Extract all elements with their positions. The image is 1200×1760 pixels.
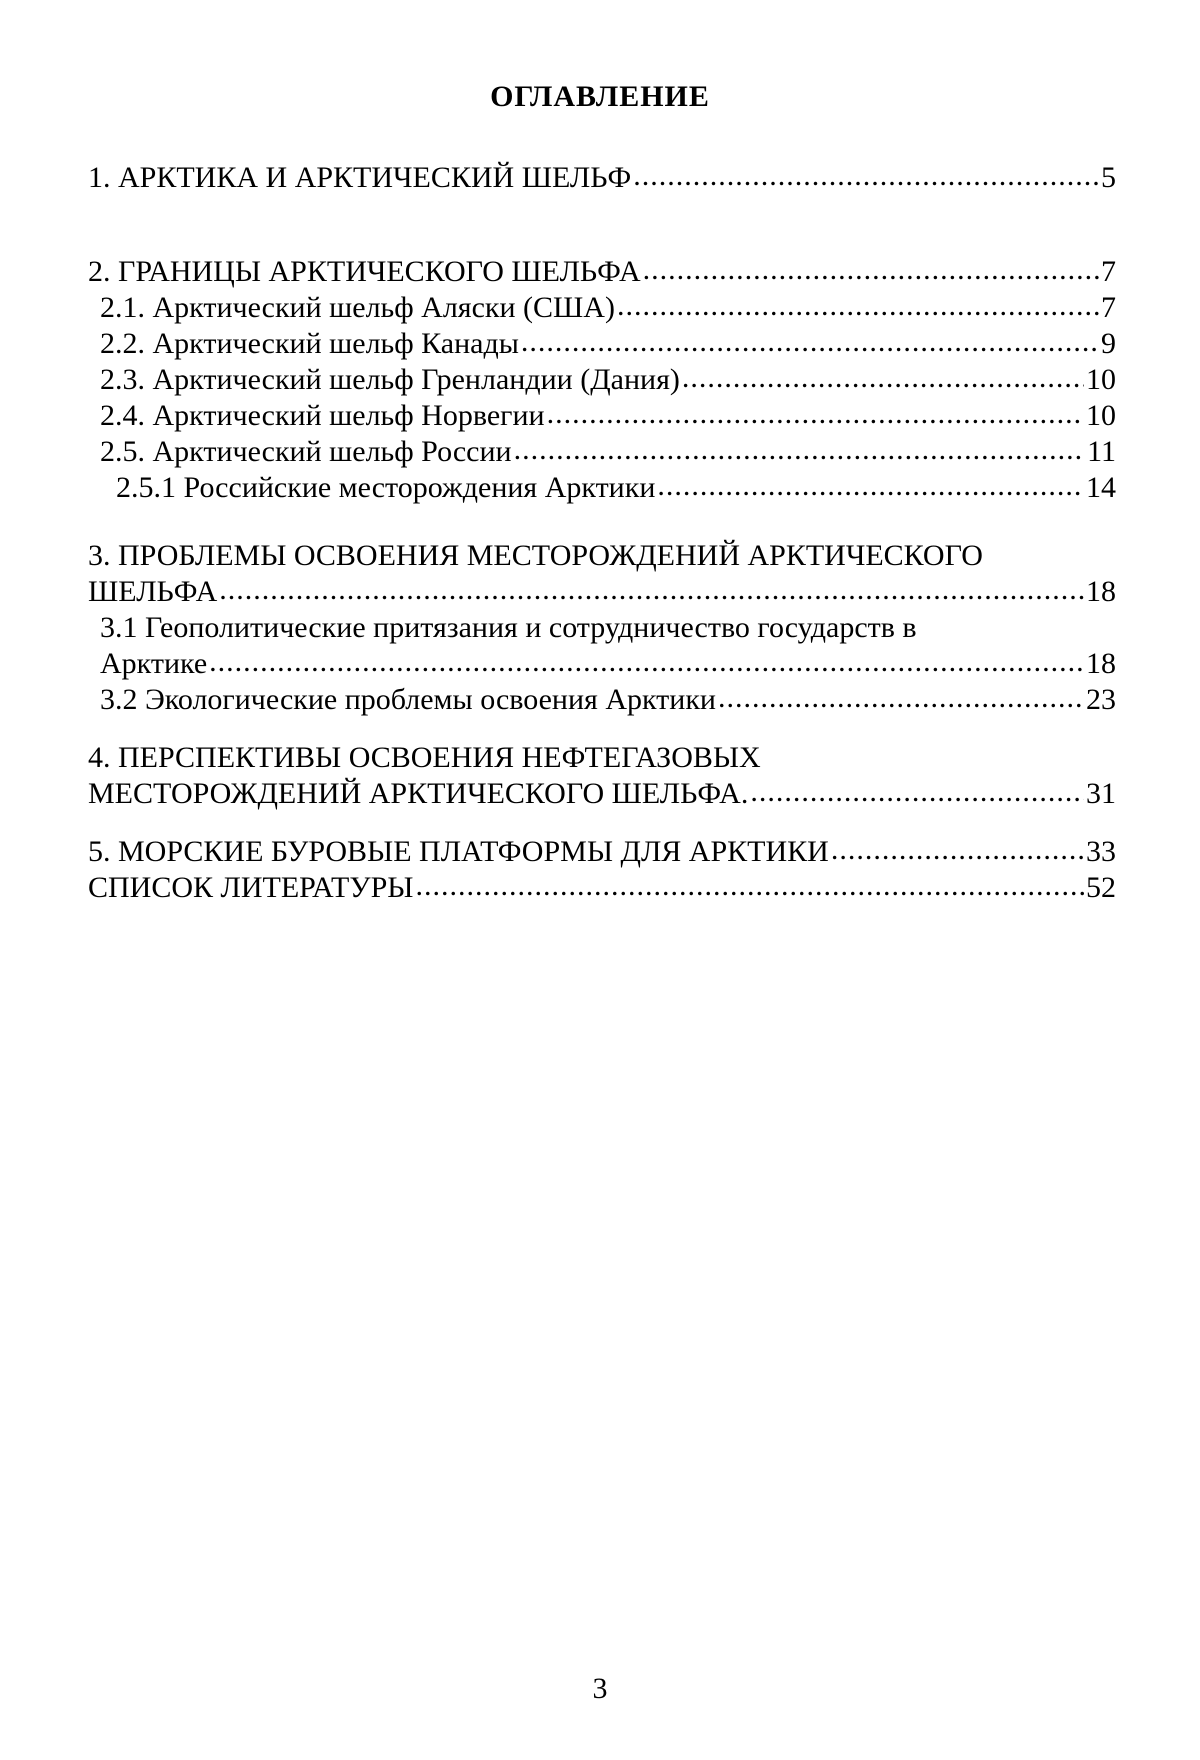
toc-entry-label: 2.2. Арктический шельф Канады — [100, 327, 519, 360]
toc-entry-2-5-1 — [116, 470, 1116, 506]
dot-leader — [617, 288, 1099, 324]
toc-entry-first-line: 4. ПЕРСПЕКТИВЫ ОСВОЕНИЯ НЕФТЕГАЗОВЫХ — [88, 741, 761, 774]
toc-page-number: 18 — [1086, 575, 1116, 608]
toc-entry-references — [88, 870, 1116, 906]
toc-page-number: 52 — [1086, 871, 1116, 904]
dot-leader — [415, 868, 1084, 904]
toc-entry-1 — [88, 160, 1116, 196]
dot-leader — [831, 832, 1084, 868]
toc-entry-label: МЕСТОРОЖДЕНИЙ АРКТИЧЕСКОГО ШЕЛЬФА. — [88, 777, 749, 810]
toc-page-number: 9 — [1101, 327, 1116, 360]
toc-page-number: 23 — [1086, 683, 1116, 716]
dot-leader — [514, 432, 1086, 468]
dot-leader — [682, 360, 1084, 396]
toc-entry-2-4 — [100, 398, 1116, 434]
toc-page-number: 7 — [1101, 291, 1116, 324]
toc-page-number: 18 — [1086, 647, 1116, 680]
page-title: ОГЛАВЛЕНИЕ — [490, 80, 710, 113]
toc-entry-2 — [88, 254, 1116, 290]
dot-leader — [209, 644, 1084, 680]
toc-entry-first-line: 3. ПРОБЛЕМЫ ОСВОЕНИЯ МЕСТОРОЖДЕНИЙ АРКТИЧЕСКОГО — [88, 539, 983, 572]
toc-entry-label: ШЕЛЬФА — [88, 575, 218, 608]
toc-page-number: 7 — [1101, 255, 1116, 288]
dot-leader — [219, 572, 1084, 608]
dot-leader — [657, 468, 1084, 504]
toc-entry-2-2 — [100, 326, 1116, 362]
page-number: 3 — [592, 1672, 608, 1705]
dot-leader — [521, 324, 1099, 360]
dot-leader — [718, 680, 1084, 716]
dot-leader — [633, 158, 1099, 194]
toc-entry-label: 2.5.1 Российские месторождения Арктики — [116, 471, 656, 504]
toc-entry-label: 2.4. Арктический шельф Норвегии — [100, 399, 545, 432]
toc-page-number: 10 — [1086, 363, 1116, 396]
toc-entry-label: 5. МОРСКИЕ БУРОВЫЕ ПЛАТФОРМЫ ДЛЯ АРКТИКИ — [88, 835, 829, 868]
dot-leader — [750, 774, 1084, 810]
toc-entry-3-1 — [100, 610, 1116, 682]
toc-entry-4 — [88, 740, 1116, 812]
toc-entry-first-line: 3.1 Геополитические притязания и сотрудничество государств в — [100, 611, 917, 644]
toc-entry-2-5 — [100, 434, 1116, 470]
toc-entry-label: 2. ГРАНИЦЫ АРКТИЧЕСКОГО ШЕЛЬФА — [88, 255, 641, 288]
toc-entry-label: СПИСОК ЛИТЕРАТУРЫ — [88, 871, 414, 904]
toc-page-number: 14 — [1086, 471, 1116, 504]
toc-page-number: 10 — [1086, 399, 1116, 432]
toc-entry-2-1 — [100, 290, 1116, 326]
toc-entry-2-3 — [100, 362, 1116, 398]
toc-entry-label: 1. АРКТИКА И АРКТИЧЕСКИЙ ШЕЛЬФ — [88, 161, 632, 194]
toc-entry-label: 2.5. Арктический шельф России — [100, 435, 512, 468]
toc-entry-3-2 — [100, 682, 1116, 718]
toc-page-number: 11 — [1087, 435, 1116, 468]
toc-page-number: 31 — [1086, 777, 1116, 810]
toc-entry-5 — [88, 834, 1116, 870]
toc-entry-label: 2.3. Арктический шельф Гренландии (Дания) — [100, 363, 680, 396]
toc-entry-label: 3.2 Экологические проблемы освоения Арктики — [100, 683, 716, 716]
dot-leader — [547, 396, 1084, 432]
dot-leader — [643, 252, 1099, 288]
toc-entry-label: Арктике — [100, 647, 208, 680]
toc-page-number: 5 — [1101, 161, 1116, 194]
toc-entry-label: 2.1. Арктический шельф Аляски (США) — [100, 291, 615, 324]
toc-entry-3 — [88, 538, 1116, 610]
toc-page-number: 33 — [1086, 835, 1116, 868]
